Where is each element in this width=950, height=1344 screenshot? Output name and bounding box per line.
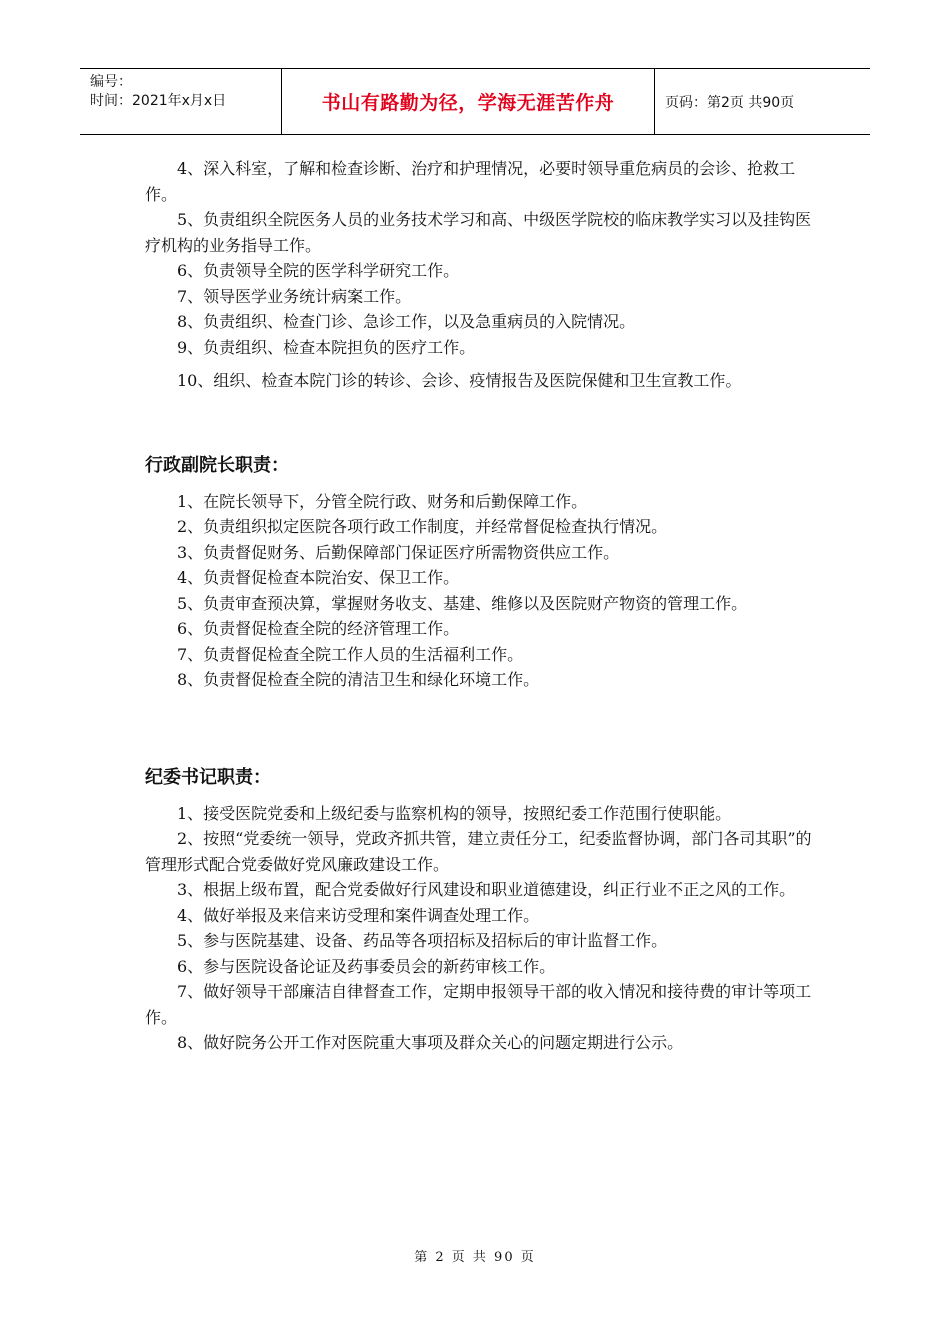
page-header — [80, 68, 870, 135]
list-item: 6、负责督促检查全院的经济管理工作。 — [177, 619, 460, 638]
list-item: 4、做好举报及来信来访受理和案件调查处理工作。 — [177, 905, 540, 925]
date-label: 时间：2021年x月x日 — [90, 93, 227, 109]
list-item: 7、负责督促检查全院工作人员的生活福利工作。 — [177, 644, 524, 664]
list-item: 6、负责领导全院的医学科学研究工作。 — [177, 261, 460, 280]
list-item: 7、领导医学业务统计病案工作。 — [177, 286, 412, 306]
list-item: 9、负责组织、检查本院担负的医疗工作。 — [177, 337, 476, 357]
list-item: 8、做好院务公开工作对医院重大事项及群众关心的问题定期进行公示。 — [177, 1033, 684, 1052]
list-item: 2、负责组织拟定医院各项行政工作制度，并经常督促检查执行情况。 — [177, 517, 668, 536]
list-item: 10、组织、检查本院门诊的转诊、会诊、疫情报告及医院保健和卫生宣教工作。 — [177, 371, 742, 390]
section-title-admin-vice-president: 行政副院长职责： — [145, 454, 289, 476]
list-item: 6、参与医院设备论证及药事委员会的新药审核工作。 — [177, 956, 556, 976]
list-item: 5、负责审查预决算，掌握财务收支、基建、维修以及医院财产物资的管理工作。 — [177, 593, 748, 613]
number-label: 编号： — [90, 74, 132, 90]
list-item: 5、参与医院基建、设备、药品等各项招标及招标后的审计监督工作。 — [177, 931, 668, 950]
page-footer: 第 2 页 共 90 页 — [414, 1250, 536, 1265]
list-item: 1、接受医院党委和上级纪委与监察机构的领导，按照纪委工作范围行使职能。 — [177, 803, 732, 823]
list-item: 8、负责督促检查全院的清洁卫生和绿化环境工作。 — [177, 670, 540, 689]
section-continued — [145, 156, 815, 394]
section-title-discipline-secretary: 纪委书记职责： — [145, 766, 271, 788]
header-meta — [80, 69, 282, 134]
section-discipline-secretary — [145, 801, 815, 1056]
list-item: 8、负责组织、检查门诊、急诊工作，以及急重病员的入院情况。 — [177, 312, 636, 331]
list-item: 7、做好领导干部廉洁自律督查工作，定期申报领导干部的收入情况和接待费的审计等项工作。 — [145, 982, 812, 1027]
list-item: 3、根据上级布置，配合党委做好行风建设和职业道德建设，纠正行业不正之风的工作。 — [177, 880, 796, 899]
document-body — [145, 156, 815, 1056]
header-page-info: 页码：第2页 共90页 — [665, 94, 795, 111]
header-motto: 书山有路勤为径，学海无涯苦作舟 — [282, 69, 655, 134]
list-item: 1、在院长领导下，分管全院行政、财务和后勤保障工作。 — [177, 491, 588, 511]
list-item: 3、负责督促财务、后勤保障部门保证医疗所需物资供应工作。 — [177, 542, 620, 562]
section-admin-vice-president — [145, 489, 815, 693]
list-item: 5、负责组织全院医务人员的业务技术学习和高、中级医学院校的临床教学实习以及挂钩医疗机构的业务指导工作。 — [145, 210, 812, 255]
list-item: 2、按照“党委统一领导，党政齐抓共管，建立责任分工，纪委监督协调，部门各司其职”的管理形式配合党委做好党风廉政建设工作。 — [145, 829, 812, 874]
list-item: 4、负责督促检查本院治安、保卫工作。 — [177, 568, 460, 587]
list-item: 4、深入科室，了解和检查诊断、治疗和护理情况，必要时领导重危病员的会诊、抢救工作。 — [145, 159, 796, 204]
